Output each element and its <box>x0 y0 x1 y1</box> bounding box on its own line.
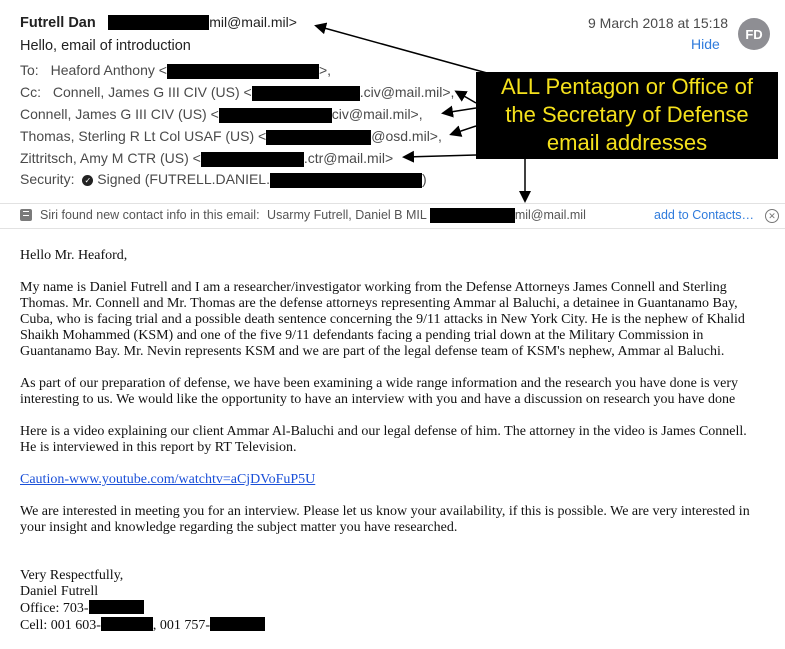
office-phone: Office: 703- <box>20 601 89 616</box>
video-link[interactable]: Caution-www.youtube.com/watchtv=aCjDVoFuP5U <box>20 472 316 487</box>
text-line: Cuba, who is facing trial and a possible death sentence concerning the 9/11 attacks in New York City. He is the nephew of Khalid <box>20 312 745 327</box>
security-suffix: ) <box>421 171 427 187</box>
paragraph-2 <box>20 376 770 408</box>
cell-phone-2: , 001 757- <box>152 618 211 633</box>
paragraph-4 <box>20 504 770 536</box>
video-link-row <box>20 472 770 488</box>
text-line: Here is a video explaining our client Ammar Al-Baluchi and our legal defense of him. The attorney in the video is James Connell. <box>20 424 747 439</box>
siri-contact-name: Usarmy Futrell, Daniel B MIL <box>267 208 427 222</box>
text-line: My name is Daniel Futrell and I am a researcher/investigator working from the Defense Attorneys James Connell and Sterling <box>20 280 727 295</box>
sender-email[interactable]: mil@mail.mil> <box>209 14 297 30</box>
cc-recipient-2[interactable]: Connell, James G III CIV (US) < <box>20 106 219 122</box>
text-line: Guantanamo Bay. Mr. Nevin represents KSM and we are part of the legal defense team of KSM's nephew, Ammar al Baluchi. <box>20 344 725 359</box>
text-line: interesting to us. We would like the opportunity to have an interview with you and have a discussion on research you have done <box>20 392 736 407</box>
cc-recipient-4[interactable]: Zittritsch, Amy M CTR (US) < <box>20 150 201 166</box>
text-line: Thomas. Mr. Connell and Mr. Thomas are the defense attorneys representing Ammar al Baluchi, a detainee in Guantanamo Bay, <box>20 296 738 311</box>
verified-badge-icon: ✓ <box>82 175 93 186</box>
to-recipient[interactable]: Heaford Anthony < <box>50 62 167 78</box>
email-date: 9 March 2018 at 15:18 <box>588 15 729 31</box>
text-line: He is interviewed in this report by RT Television. <box>20 440 297 455</box>
callout-line-3: email addresses <box>546 130 708 155</box>
cc-recipient-2-suffix: civ@mail.mil>, <box>331 106 423 122</box>
redaction-bar <box>89 600 144 614</box>
arrow-to-cc4 <box>405 155 476 157</box>
to-label: To: <box>20 62 39 78</box>
arrow-to-cc3 <box>452 126 476 134</box>
siri-message: Siri found new contact info in this email: <box>40 208 260 222</box>
to-suffix: >, <box>318 62 332 78</box>
signature-cell <box>20 617 770 634</box>
cc-recipient-4-suffix: .ctr@mail.mil> <box>303 150 394 166</box>
signature-name: Daniel Futrell <box>20 584 99 599</box>
paragraph-3 <box>20 424 770 456</box>
arrow-to-cc1 <box>457 92 476 103</box>
paragraph-1 <box>20 280 770 360</box>
redaction-bar <box>101 617 153 631</box>
text-line: We are interested in meeting you for an interview. Please let us know your availability, if this is possible. We are very interested in <box>20 504 750 519</box>
text-line: Shaikh Mohammed (KSM) and one of the five 9/11 defendants facing a pending trial down at the Military Commission in <box>20 328 704 343</box>
avatar[interactable]: FD <box>738 18 770 50</box>
text-line: your insight and knowledge regarding the subject matter you have researched. <box>20 520 458 535</box>
signature-office <box>20 600 770 617</box>
sender-name[interactable]: Futrell Dan <box>20 15 96 31</box>
callout-line-2: the Secretary of Defense <box>505 102 749 127</box>
email-subject: Hello, email of introduction <box>20 38 191 54</box>
security-value[interactable]: Signed (FUTRELL.DANIEL. <box>97 171 270 187</box>
cc-recipient-1-suffix: .civ@mail.mil>, <box>359 84 455 100</box>
arrow-to-cc2 <box>444 108 476 113</box>
siri-contact-email: mil@mail.mil <box>514 208 586 222</box>
signature <box>20 568 770 634</box>
close-icon[interactable]: ✕ <box>765 209 779 223</box>
add-to-contacts-link[interactable]: add to Contacts… <box>654 208 755 222</box>
greeting: Hello Mr. Heaford, <box>20 248 128 263</box>
cell-phone-1: Cell: 001 603- <box>20 618 101 633</box>
text-line: As part of our preparation of defense, we have been examining a wide range information and the research you have done is very <box>20 376 738 391</box>
hide-details-link[interactable]: Hide <box>691 36 720 52</box>
cc-recipient-3-suffix: @osd.mil>, <box>371 128 442 144</box>
callout-line-1: ALL Pentagon or Office of <box>501 74 753 99</box>
redaction-bar <box>210 617 265 631</box>
cc-label: Cc: <box>20 84 41 100</box>
arrow-to-sender <box>317 26 487 73</box>
security-label: Security: <box>20 171 75 187</box>
cc-recipient-3[interactable]: Thomas, Sterling R Lt Col USAF (US) < <box>20 128 267 144</box>
signature-closing: Very Respectfully, <box>20 568 124 583</box>
cc-recipient-1[interactable]: Connell, James G III CIV (US) < <box>52 84 252 100</box>
